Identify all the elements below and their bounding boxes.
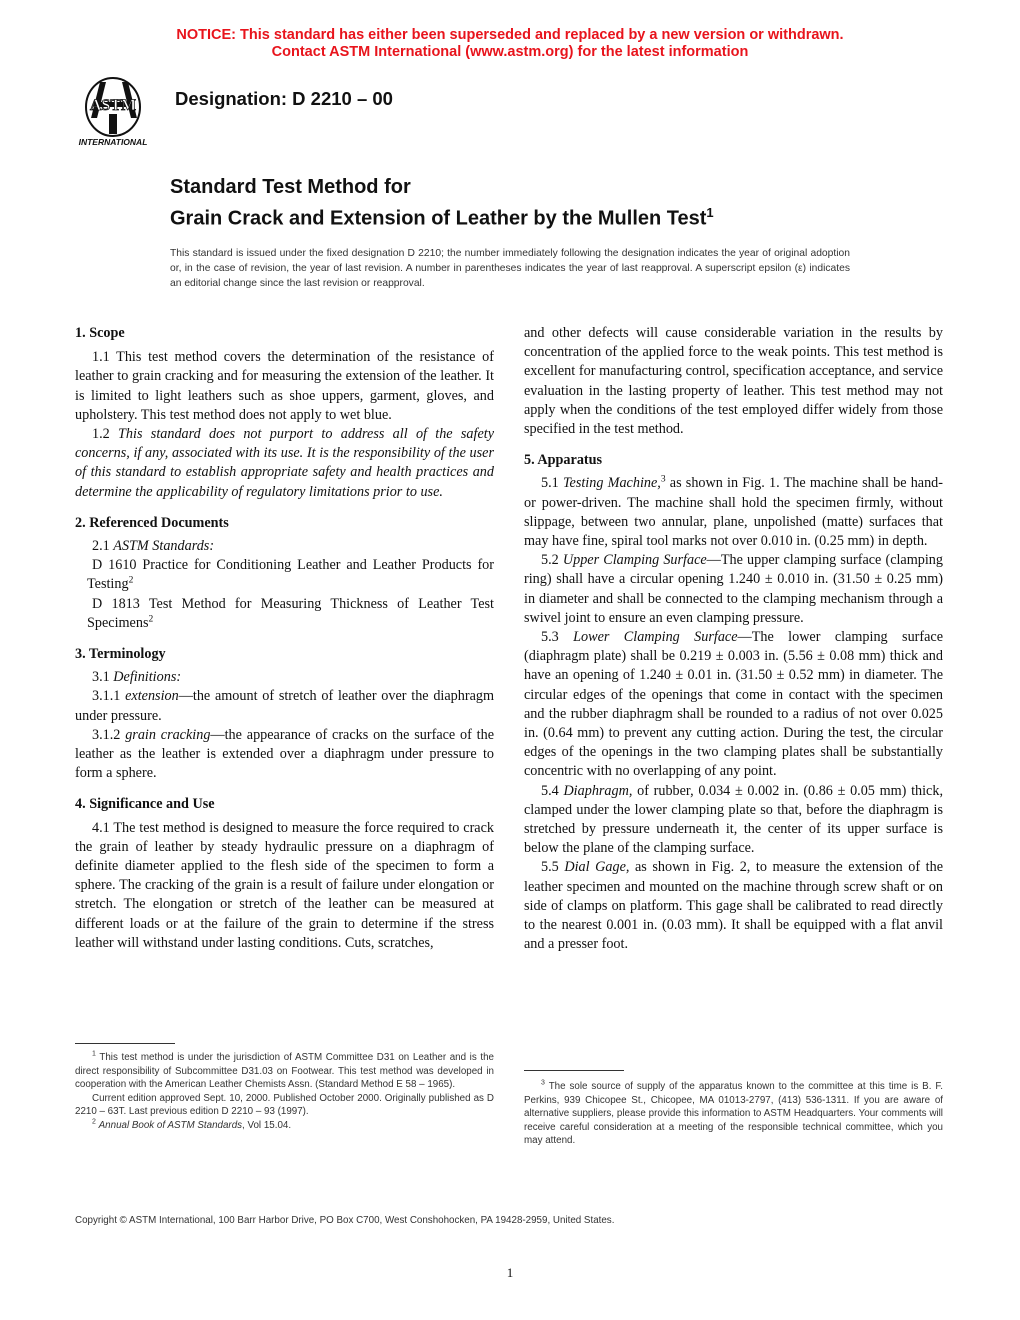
- paragraph-5-4: 5.4 Diaphragm, of rubber, 0.034 ± 0.002 in. (0.86 ± 0.05 mm) thick, clamped under the lower clamping plate so that, before the diaphragm is stretched by pressure underneath it, the center of its upper surface is below the plane of the clamping surface.: [524, 782, 943, 857]
- title-footnote-mark: 1: [706, 205, 714, 220]
- left-column: [75, 324, 494, 953]
- paragraph-5-3: 5.3 Lower Clamping Surface—The lower clamping surface (diaphragm plate) shall be 0.219 ± 0.003 in. (5.56 ± 0.08 mm) thick and have an opening of 1.240 ± 0.01 in. (31.50 ± 0.52 mm) in diameter. The circular edges of the openings that come in contact with the specimen and the rubber diaphragm shall be rounded to a radius of not over 0.025 in. (0.64 mm) to prevent any cutting action. During the test, the circular edges of the openings in the two clamping plates shall be substantially concentric with no overlapping of any point.: [524, 629, 944, 780]
- section-heading-terminology: 3. Terminology: [75, 646, 166, 663]
- section-heading-significance: 4. Significance and Use: [75, 796, 215, 813]
- section-heading-apparatus: 5. Apparatus: [524, 452, 603, 469]
- definition-grain-cracking: 3.1.2 grain cracking—the appearance of cracks on the surface of the leather as the leather is extended over a diaphragm under pressure to form a sphere.: [75, 726, 495, 782]
- designation: Designation: D 2210 – 00: [175, 88, 393, 109]
- paragraph-5-2: 5.2 Upper Clamping Surface—The upper clamping surface (clamping ring) shall have a circular opening 1.240 ± 0.010 in. (31.50 ± 0.25 mm) in diameter and shall be connected to the clamping mechanism through a swivel joint to ensure an even clamping pressure.: [524, 552, 943, 626]
- title-line-2: Grain Crack and Extension of Leather by the Mullen Test$^1$: [170, 205, 714, 230]
- preamble: This standard is issued under the fixed designation D 2210; the number immediately following the designation indicates the year of original adoption or, in the case of revision, the year of last revision. A number in parentheses indicates the year of last reapproval. A superscript epsilon (ε) indicates an editorial change since the last revision or reapproval.: [170, 248, 850, 289]
- paragraph-4-1-part-a: 4.1 The test method is designed to measure the force required to crack the grain of leather by steady hydraulic pressure on a diaphragm of definite diameter applied to the flesh side of the specimen to form a sphere. The cracking of the grain is a result of failure under elongation or stretch. The elongation or stretch of the leather can be measured at different loads or at the failure of the grain to determine if the stress leather will withstand under lasting conditions. Cuts, scratches,: [75, 819, 494, 951]
- footnote-3: $^3$ The sole source of supply of the apparatus known to the committee at this time is B. F. Perkins, 939 Chicopee St., Chicopee, MA 01013-2797, (413) 536-1311. If you are aware of alternative suppliers, please provide this information to ASTM Headquarters. Your comments will receive careful consideration at a meeting of the responsible technical committee, which you may attend.: [524, 1079, 944, 1147]
- title-line-1: Standard Test Method for: [170, 176, 411, 198]
- paragraph-5-5: 5.5 Dial Gage, as shown in Fig. 2, to measure the extension of the leather specimen and mounted on the machine through screw shaft or on side of clamps on platform. This gage shall be calibrated to read directly to the nearest 0.001 in. (0.03 mm). It shall be equipped with a flat anvil and a presser foot.: [524, 859, 943, 953]
- section-heading-scope: 1. Scope: [75, 325, 125, 341]
- footnote-1: $^1$ This test method is under the jurisdiction of ASTM Committee D31 on Leather and is the direct responsibility of Subcommittee D31.03 on Footwear. This test method was developed in cooperation with the American Leather Chemists Assn. (Standard Method E 58 – 1965).: [75, 1050, 495, 1091]
- footnote-rule-left: [75, 1043, 175, 1044]
- document-title: [170, 175, 714, 232]
- reference-d1813: D 1813 Test Method for Measuring Thickness of Leather Test Specimens$^2$: [87, 595, 494, 631]
- definition-extension: 3.1.1 extension—the amount of stretch of leather over the diaphragm under pressure.: [75, 688, 494, 724]
- paragraph-2-1: 2.1 ASTM Standards:: [92, 538, 215, 555]
- footnote-1-edition: Current edition approved Sept. 10, 2000. Published October 2000. Originally published as D 2210 – 63T. Last previous edition D 2210 – 93 (1997).: [75, 1092, 494, 1118]
- footnote-rule-right: [524, 1070, 624, 1071]
- paragraph-4-1-part-b: and other defects will cause considerable variation in the results by concentration of the applied force to the weak points. This test method is excellent for manufacturing control, specification acceptance, and service evaluation in the lasting property of leather. This test method may not apply when the conditions of the test employed differ widely from those specified in the test method.: [524, 325, 943, 438]
- paragraph-3-1: 3.1 Definitions:: [92, 669, 182, 686]
- notice-line-1: NOTICE: This standard has either been superseded and replaced by a new version or withdrawn.: [176, 27, 844, 43]
- footnotes-left: [75, 1051, 494, 1133]
- notice-line-2: Contact ASTM International (www.astm.org) for the latest information: [271, 44, 749, 60]
- withdrawal-notice: [0, 27, 1020, 61]
- page-number: 1: [506, 1265, 514, 1280]
- right-column: [524, 324, 943, 955]
- copyright: Copyright © ASTM International, 100 Barr Harbor Drive, PO Box C700, West Conshohocken, PA 19428-2959, United States.: [75, 1215, 615, 1226]
- astm-logo: [64, 74, 162, 148]
- paragraph-5-1: 5.1 Testing Machine,$^3$ as shown in Fig. 1. The machine shall be hand- or power-driven. The machine shall hold the specimen firmly, without slippage, between two annular, plane, unpolished (matte) surfaces that may have fine, spiral tool marks not over 0.010 in. (0.25 mm) in depth.: [524, 474, 943, 550]
- logo-subtext: INTERNATIONAL: [78, 137, 148, 147]
- paragraph-1-1: 1.1 This test method covers the determination of the resistance of leather to grain cracking and for measuring the extension of the leather. It is limited to light leathers such as shoe uppers, garment, gloves, and upholstery. This test method does not apply to wet blue.: [75, 349, 494, 423]
- footnotes-right: [524, 1080, 943, 1148]
- section-heading-referenced: 2. Referenced Documents: [75, 514, 229, 531]
- reference-d1610: D 1610 Practice for Conditioning Leather and Leather Products for Testing$^2$: [87, 557, 494, 593]
- footnote-2: $^2$ Annual Book of ASTM Standards, Vol 15.04.: [92, 1118, 292, 1131]
- paragraph-1-2: 1.2 This standard does not purport to address all of the safety concerns, if any, associated with its use. It is the responsibility of the user of this standard to establish appropriate safety and health practices and determine the applicability of regulatory limitations prior to use.: [75, 426, 494, 500]
- logo-text: ASTM: [89, 97, 137, 114]
